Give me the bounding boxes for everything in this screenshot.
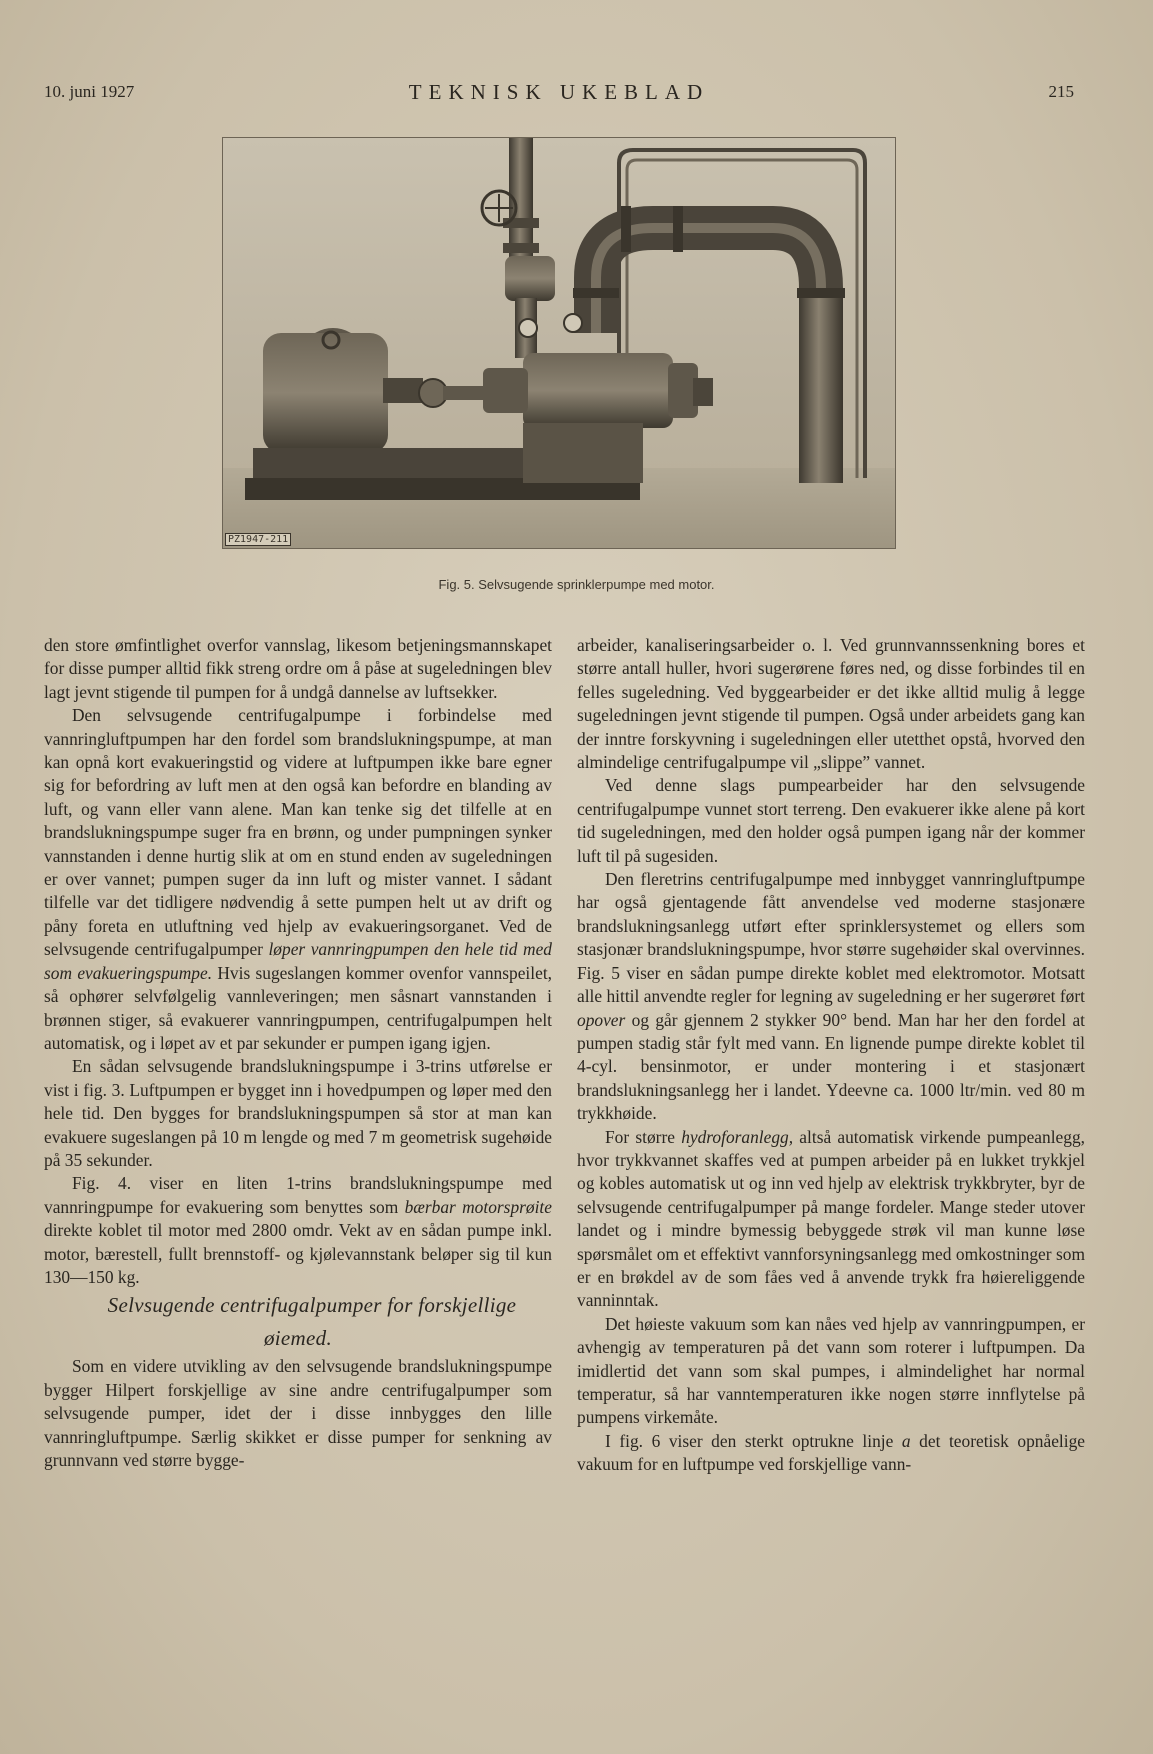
left-column (44, 634, 552, 1472)
paragraph: Fig. 4. viser en liten 1-trins brandslukningspumpe med vannringpumpe for evakuering som benyttes som bærbar motorsprøite direkte koblet til motor med 2800 omdr. Vekt av en sådan pumpe inkl. motor, bærestell, fullt brennstoff- og kjølevannstank beløper sig til kun 130—150 kg. (44, 1173, 552, 1287)
pump-illustration (223, 138, 896, 549)
figure-caption: Fig. 5. Selvsugende sprinklerpumpe med motor. (438, 577, 715, 592)
paragraph: Den selvsugende centrifugalpumpe i forbindelse med vannringluftpumpen har den fordel som brandslukningspumpe, at man kan opnå kort evakueringstid og videre at luftpumpen ikke bare egner sig for befordring av luft men at den også kan befordre en blanding av luft, og vann eller vann alene. Man kan tenke sig det tilfelle at en brandslukningspumpe suger fra en brønn, og under pumpningen synker vannstanden i denne hurtig slik at om en stund enden av sugeledningen er over vannet; pumpen suger da inn luft og mister vannet. I sådant tilfelle var det tidligere nødvendig å sette pumpen helt ut av drift og påny foreta en utluftning ved hjelp av evakueringsorganet. Ved de selvsugende centrifugalpumper løper vannringpumpen den hele tid med som evakueringspumpe. Hvis sugeslangen kommer ovenfor vannspeilet, så ophører selvfølgelig vannleveringen; men såsnart vannstanden i brønnen stiger, så evakuerer vannringpumpen, centrifugalpumpen helt automatisk, og i løpet av et par sekunder er pumpen igang igjen. (44, 705, 552, 1053)
paragraph: For større hydroforanlegg, altså automatisk virkende pumpeanlegg, hvor trykkvannet skaffes ved at pumpen arbeider på en lukket trykkjel og kobles automatisk ut og inn ved hjelp av elektrisk trykkbryter, byr de selvsugende centrifugalpumper på mange fordeler. Mange steder utover landet og i mindre bymessig bebyggede strøk vil man kunne løse spørsmålet om et effektivt vannforsyningsanlegg med omkostninger som er en brøkdel av de som fåes ved å anvende trykk fra høiereliggende vanninntak. (577, 1126, 1086, 1311)
emphasis: opover (577, 1009, 626, 1030)
paragraph: arbeider, kanaliseringsarbeider o. l. Ved grunnvannssenkning bores et større antall huller, hvori sugerørene føres ned, og disse forbindes til en felles sugeledning. Ved byggearbeider er det ikke alltid mulig å legge sugeledningen jevnt stigende til pumpen. Også under arbeidets gang kan der inntre forskyvning i sugeledningen eller utetthet opstå, hvorved den almindelige centrifugalpumpe vil „slippe” vannet. (577, 635, 1085, 773)
pump-photograph (222, 137, 896, 549)
issue-date: 10. juni 1927 (44, 82, 135, 101)
emphasis: bærbar motorsprøite (404, 1196, 552, 1217)
emphasis: a (901, 1430, 911, 1451)
archive-stamp: PZ1947-211 (225, 533, 291, 546)
emphasis: løper vannringpumpen den hele tid med som evakueringspumpe. (44, 939, 552, 983)
running-header (44, 80, 1074, 108)
page-number: 215 (1048, 82, 1074, 101)
paragraph: Som en videre utvikling av den selvsugende brandslukningspumpe bygger Hilpert forskjellige av sine andre centrifugalpumper som selvsugende pumper, idet der i disse innbygges den lille vannringluftpumpe. Særlig skikket er disse pumper for senkning av grunnvann ved større bygge- (44, 1356, 552, 1470)
right-column (577, 634, 1085, 1477)
paragraph: Ved denne slags pumpearbeider har den selvsugende centrifugalpumpe vunnet stort terreng. Den evakuerer ikke alene på kort tid sugeledningen, med den holder også pumpen igang når der kommer luft til på sugesiden. (577, 775, 1085, 866)
paragraph: den store ømfintlighet overfor vannslag, likesom betjeningsmannskapet for disse pumper alltid fikk streng ordre om å påse at sugeledningen blev lagt jevnt stigende til pumpen for å undgå dannelse av luftsekker. (44, 635, 552, 702)
journal-title: TEKNISK UKEBLAD (408, 80, 710, 104)
paragraph: Den fleretrins centrifugalpumpe med innbygget vannringluftpumpe har også gjentagende fått anvendelse ved moderne stasjonære brandslukningsanlegg utført efter sprinklersystemet og ellers som stasjonær brandslukningspumpe, hvor større sugehøider skal overvinnes. Fig. 5 viser en sådan pumpe direkte koblet med elektromotor. Motsatt alle hittil anvendte regler for legning av sugeledning er her sugerøret ført opover og går gjennem 2 stykker 90° bend. Man har her den fordel at pumpen stadig står fylt med vann. En lignende pumpe direkte koblet til 4-cyl. bensinmotor, er under montering i et stasjonært brandslukningsanlegg her i landet. Ydeevne ca. 1000 ltr/min. ved 80 m trykkhøide. (577, 869, 1085, 1124)
section-heading: Selvsugende centrifugalpumper for forskjellige øiemed. (107, 1293, 517, 1351)
paragraph: En sådan selvsugende brandslukningspumpe i 3-trins utførelse er vist i fig. 3. Luftpumpen er bygget inn i hovedpumpen og løper med den hele tid. Den bygges for brandslukningspumpen så stor at man kan evakuere sugeslangen på 10 m lengde og med 7 m geometrisk sugehøide på 35 sekunder. (44, 1056, 552, 1170)
emphasis: hydroforanlegg, (681, 1126, 794, 1147)
paragraph: Det høieste vakuum som kan nåes ved hjelp av vannringpumpen, er avhengig av temperaturen på det vann som roterer i luftpumpen. Da imidlertid det vann som skal pumpes, i almindelighet har normal temperatur, så har vanntemperaturen ikke nogen større innflytelse på pumpens virkemåte. (577, 1313, 1085, 1428)
paragraph: I fig. 6 viser den sterkt optrukne linje a det teoretisk opnåelige vakuum for en luftpumpe ved forskjellige vann- (577, 1430, 1085, 1475)
